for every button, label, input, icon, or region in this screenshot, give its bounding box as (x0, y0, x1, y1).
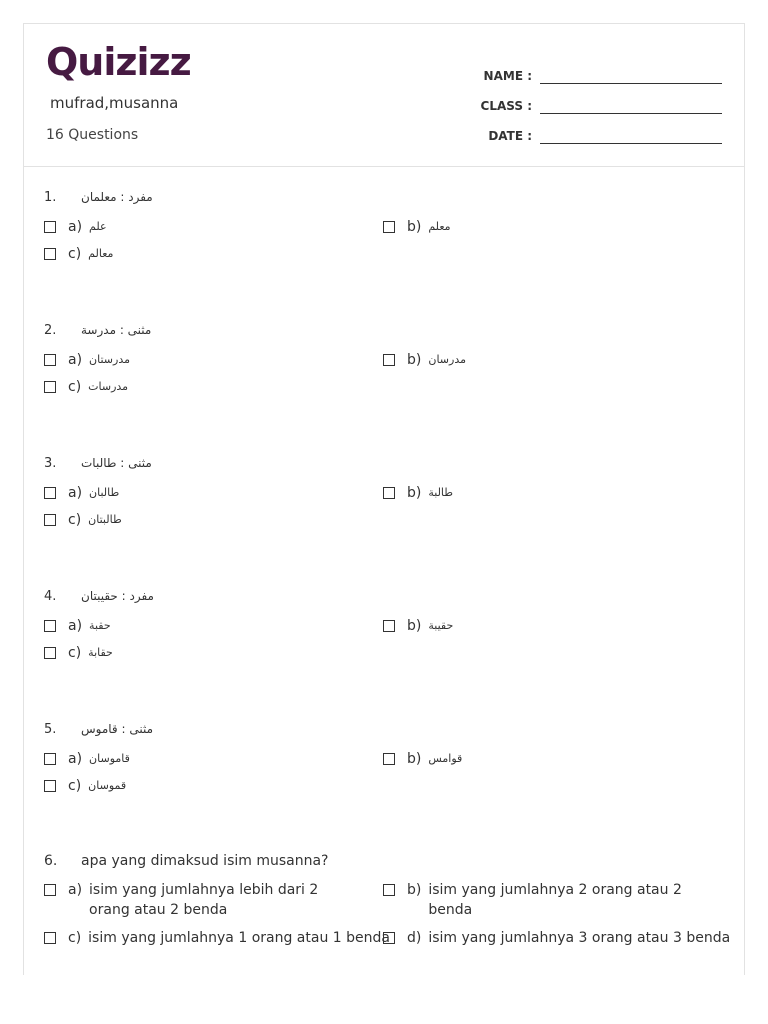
option-d[interactable] (383, 928, 730, 948)
checkbox[interactable] (44, 354, 56, 366)
option-c[interactable] (44, 928, 390, 948)
checkbox[interactable] (383, 354, 395, 366)
question-text: مثنى : مدرسة (81, 323, 152, 337)
option-text: طالبتان (88, 513, 122, 526)
option-a[interactable] (44, 616, 111, 636)
question-5 (44, 718, 724, 794)
option-letter: a) (68, 219, 83, 235)
date-field (462, 114, 722, 144)
question-text: مفرد : حقيبتان (81, 589, 154, 603)
worksheet-header (23, 23, 745, 167)
option-letter: c) (68, 512, 82, 528)
option-a[interactable] (44, 217, 107, 237)
option-letter: c) (68, 379, 82, 395)
option-b[interactable] (383, 616, 453, 636)
option-text: علم (89, 220, 107, 233)
date-line[interactable] (540, 130, 722, 144)
question-number: 5. (44, 721, 57, 737)
checkbox[interactable] (44, 620, 56, 632)
option-b[interactable] (383, 350, 466, 370)
option-text: قاموسان (89, 752, 130, 765)
checkbox[interactable] (44, 487, 56, 499)
option-text: مدرسان (428, 353, 466, 366)
option-c[interactable] (44, 244, 113, 264)
option-a[interactable] (44, 749, 130, 769)
question-3 (44, 452, 724, 528)
option-b[interactable] (383, 749, 462, 769)
option-text: isim yang jumlahnya 2 orang atau 2 benda (428, 882, 682, 918)
option-letter: b) (407, 485, 422, 501)
question-count: 16 Questions (46, 127, 139, 143)
option-c[interactable] (44, 510, 122, 530)
option-text: قوامس (428, 752, 463, 765)
option-letter: d) (407, 930, 422, 946)
question-4 (44, 585, 724, 661)
name-line[interactable] (540, 70, 722, 84)
question-text: مثنى : طالبات (81, 456, 152, 470)
question-number: 3. (44, 455, 57, 471)
checkbox[interactable] (44, 780, 56, 792)
option-text: حقبة (89, 619, 111, 632)
option-a[interactable] (44, 880, 359, 920)
question-text: apa yang dimaksud isim musanna? (81, 853, 329, 869)
option-letter: a) (68, 751, 83, 767)
option-text: isim yang jumlahnya lebih dari 2 orang atau 2 benda (89, 882, 319, 918)
option-text: مدرستان (89, 353, 130, 366)
option-c[interactable] (44, 643, 113, 663)
checkbox[interactable] (383, 753, 395, 765)
option-text: طالبان (89, 486, 120, 499)
date-label: DATE : (488, 129, 532, 143)
option-letter: a) (68, 485, 83, 501)
option-letter: b) (407, 751, 422, 767)
checkbox[interactable] (44, 248, 56, 260)
option-letter: b) (407, 219, 422, 235)
option-text: طالبة (428, 486, 454, 499)
checkbox[interactable] (383, 620, 395, 632)
checkbox[interactable] (44, 381, 56, 393)
class-label: CLASS : (480, 99, 532, 113)
question-text: مثنى : قاموس (81, 722, 154, 736)
option-letter: c) (68, 778, 82, 794)
question-number: 4. (44, 588, 57, 604)
option-text: حقيبة (428, 619, 454, 632)
option-b[interactable] (383, 483, 453, 503)
question-text: مفرد : معلمان (81, 190, 153, 204)
option-c[interactable] (44, 776, 126, 796)
class-field (462, 84, 722, 114)
question-number: 2. (44, 322, 57, 338)
option-text: قموسان (88, 779, 127, 792)
option-b[interactable] (383, 880, 728, 920)
checkbox[interactable] (383, 221, 395, 233)
option-text: isim yang jumlahnya 3 orang atau 3 benda (428, 930, 731, 946)
question-number: 6. (44, 853, 58, 869)
question-number: 1. (44, 189, 57, 205)
question-2 (44, 319, 724, 395)
option-letter: c) (68, 246, 82, 262)
question-6 (44, 850, 731, 946)
checkbox[interactable] (44, 647, 56, 659)
question-1 (44, 186, 724, 262)
name-label: NAME : (483, 69, 532, 83)
checkbox[interactable] (44, 884, 56, 896)
option-text: حقابة (88, 646, 113, 659)
checkbox[interactable] (44, 221, 56, 233)
quiz-title: mufrad,musanna (50, 94, 179, 112)
checkbox[interactable] (383, 932, 395, 944)
quizizz-logo: Quizizz (46, 40, 191, 84)
option-letter: c) (68, 930, 82, 946)
option-letter: a) (68, 352, 83, 368)
option-text: معالم (88, 247, 114, 260)
option-c[interactable] (44, 377, 128, 397)
option-text: مدرسات (88, 380, 129, 393)
checkbox[interactable] (383, 884, 395, 896)
checkbox[interactable] (44, 514, 56, 526)
option-text: معلم (428, 220, 451, 233)
checkbox[interactable] (44, 932, 56, 944)
option-letter: b) (407, 352, 422, 368)
option-letter: a) (68, 882, 83, 898)
checkbox[interactable] (44, 753, 56, 765)
class-line[interactable] (540, 100, 722, 114)
option-letter: a) (68, 618, 83, 634)
option-letter: b) (407, 882, 422, 898)
option-b[interactable] (383, 217, 451, 237)
option-letter: b) (407, 618, 422, 634)
option-a[interactable] (44, 350, 130, 370)
option-a[interactable] (44, 483, 119, 503)
option-letter: c) (68, 645, 82, 661)
option-text: isim yang jumlahnya 1 orang atau 1 benda (88, 930, 390, 946)
name-field (462, 54, 722, 84)
checkbox[interactable] (383, 487, 395, 499)
student-fields (462, 54, 722, 144)
